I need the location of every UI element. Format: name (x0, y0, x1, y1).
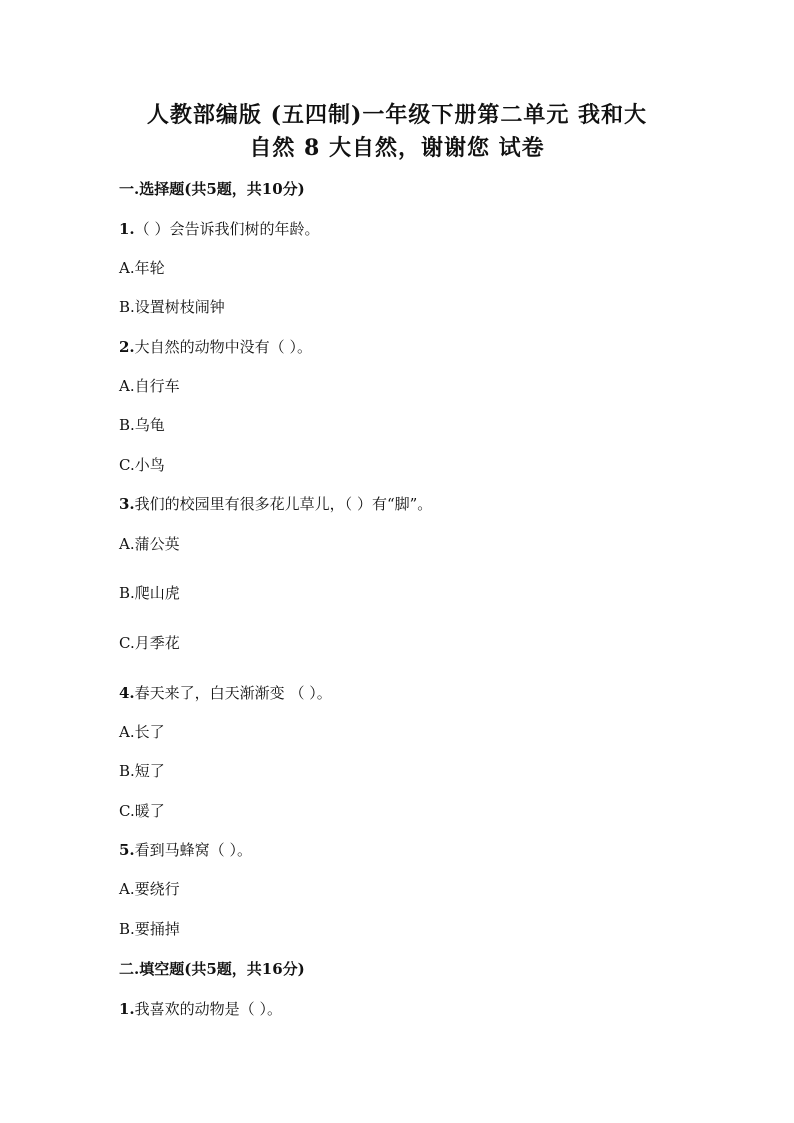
question-text: 我喜欢的动物是（ ）。 (134, 1000, 282, 1018)
question-number: 1. (119, 1000, 135, 1018)
question-2 (119, 336, 312, 357)
question-number: 3. (119, 495, 135, 513)
option-1b: B.设置树枝闹钟 (119, 298, 225, 316)
question-4 (119, 682, 332, 703)
question-number: 4. (119, 684, 135, 702)
section-heading-fill-in: 二.填空题(共5题，共16分) (119, 960, 305, 978)
question-text: 春天来了，白天渐渐变 （ ）。 (134, 684, 332, 702)
option-4b: B.短了 (119, 762, 165, 780)
document-title-line-2: 自然 8 大自然，谢谢您 试卷 (249, 135, 545, 161)
option-3c: C.月季花 (119, 634, 180, 652)
option-3a: A.蒲公英 (119, 535, 180, 553)
option-2c: C.小鸟 (119, 456, 165, 474)
question-fill-1 (119, 998, 282, 1019)
question-number: 2. (119, 338, 135, 356)
option-4c: C.暖了 (119, 802, 165, 820)
question-1 (119, 218, 319, 239)
option-2b: B.乌龟 (119, 416, 165, 434)
question-text: 大自然的动物中没有（ ）。 (134, 338, 312, 356)
section-heading-multiple-choice: 一.选择题(共5题，共10分) (119, 180, 305, 198)
option-5a: A.要绕行 (119, 880, 180, 898)
question-text: 我们的校园里有很多花儿草儿，（ ）有“脚”。 (134, 495, 433, 513)
option-4a: A.长了 (119, 723, 165, 741)
question-3 (119, 493, 432, 514)
question-number: 5. (119, 841, 135, 859)
option-3b: B.爬山虎 (119, 584, 180, 602)
option-1a: A.年轮 (119, 259, 165, 277)
option-5b: B.要捅掉 (119, 920, 180, 938)
question-number: 1. (119, 220, 135, 238)
question-5 (119, 839, 252, 860)
question-text: （ ）会告诉我们树的年龄。 (134, 220, 320, 238)
question-text: 看到马蜂窝（ ）。 (134, 841, 252, 859)
option-2a: A.自行车 (119, 377, 180, 395)
document-title-line-1: 人教部编版 (五四制)一年级下册第二单元 我和大 (146, 102, 648, 128)
